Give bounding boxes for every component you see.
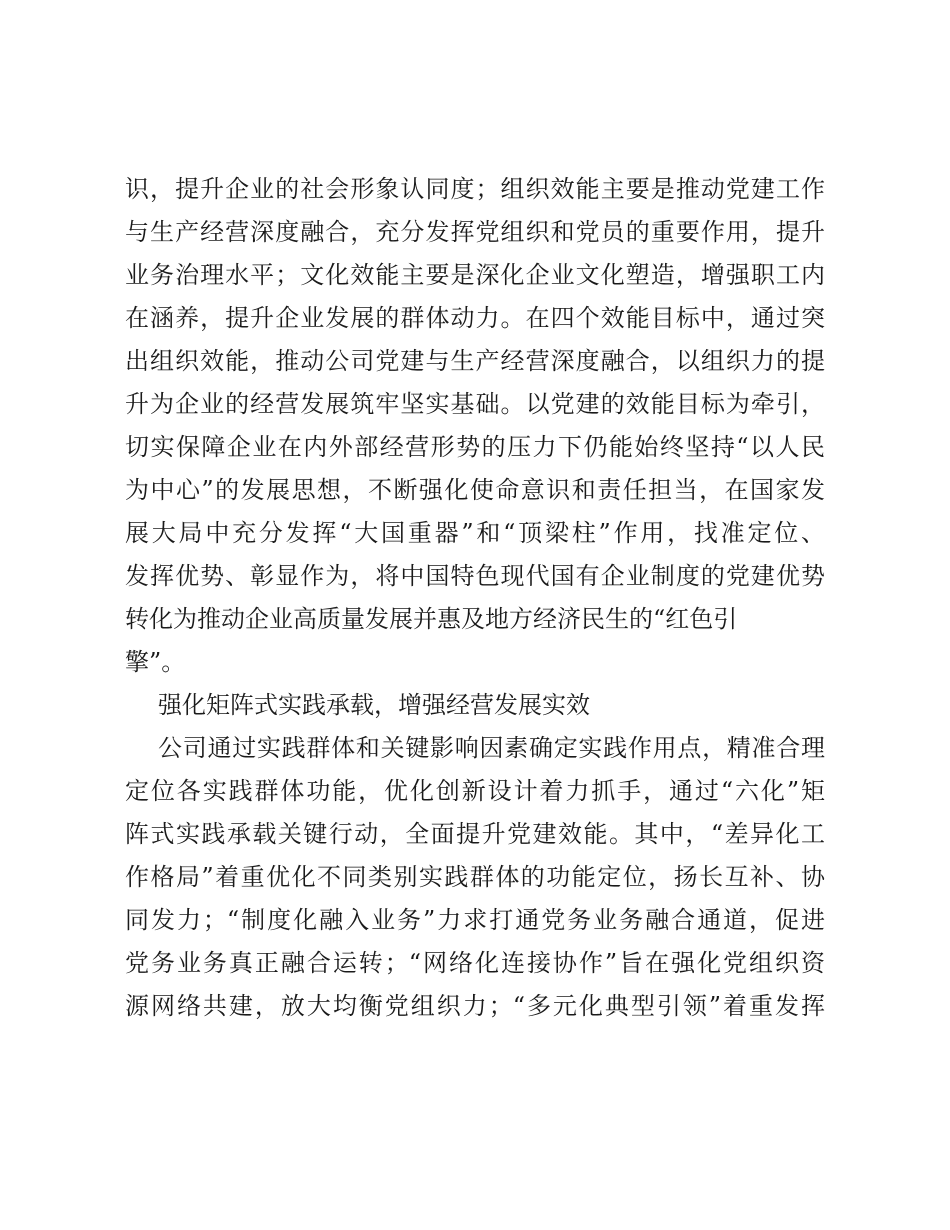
- text-line: 定位各实践群体功能，优化创新设计着力抓手，通过“六化”矩: [125, 777, 825, 805]
- text-line: 与生产经营深度融合，充分发挥党组织和党员的重要作用，提升: [125, 218, 825, 246]
- text-line: 切实保障企业在内外部经营形势的压力下仍能始终坚持“以人民: [125, 433, 825, 461]
- text-line: 展大局中充分发挥“大国重器”和“顶梁柱”作用，找准定位、: [125, 519, 825, 547]
- text-line: 出组织效能，推动公司党建与生产经营深度融合，以组织力的提: [125, 347, 825, 375]
- text-line: 擎”。: [125, 648, 186, 676]
- text-line: 转化为推动企业高质量发展并惠及地方经济民生的“红色引: [125, 605, 738, 633]
- text-line: 业务治理水平；文化效能主要是深化企业文化塑造，增强职工内: [125, 261, 825, 289]
- text-line: 党务业务真正融合运转；“网络化连接协作”旨在强化党组织资: [125, 949, 825, 977]
- text-line: 升为企业的经营发展筑牢坚实基础。以党建的效能目标为牵引，: [125, 390, 825, 418]
- text-line: 在涵养，提升企业发展的群体动力。在四个效能目标中，通过突: [125, 304, 825, 332]
- text-line: 源网络共建，放大均衡党组织力；“多元化典型引领”着重发挥: [125, 992, 825, 1020]
- text-line: 发挥优势、彰显作为，将中国特色现代国有企业制度的党建优势: [125, 562, 825, 590]
- text-line: 阵式实践承载关键行动，全面提升党建效能。其中，“差异化工: [125, 820, 825, 848]
- section-heading: 强化矩阵式实践承载，增强经营发展实效: [158, 691, 590, 719]
- text-line: 同发力；“制度化融入业务”力求打通党务业务融合通道，促进: [125, 906, 825, 934]
- text-line: 作格局”着重优化不同类别实践群体的功能定位，扬长互补、协: [125, 863, 825, 891]
- text-line: 公司通过实践群体和关键影响因素确定实践作用点，精准合理: [158, 734, 825, 762]
- text-line: 识，提升企业的社会形象认同度；组织效能主要是推动党建工作: [125, 175, 825, 203]
- text-line: 为中心”的发展思想，不断强化使命意识和责任担当，在国家发: [125, 476, 825, 504]
